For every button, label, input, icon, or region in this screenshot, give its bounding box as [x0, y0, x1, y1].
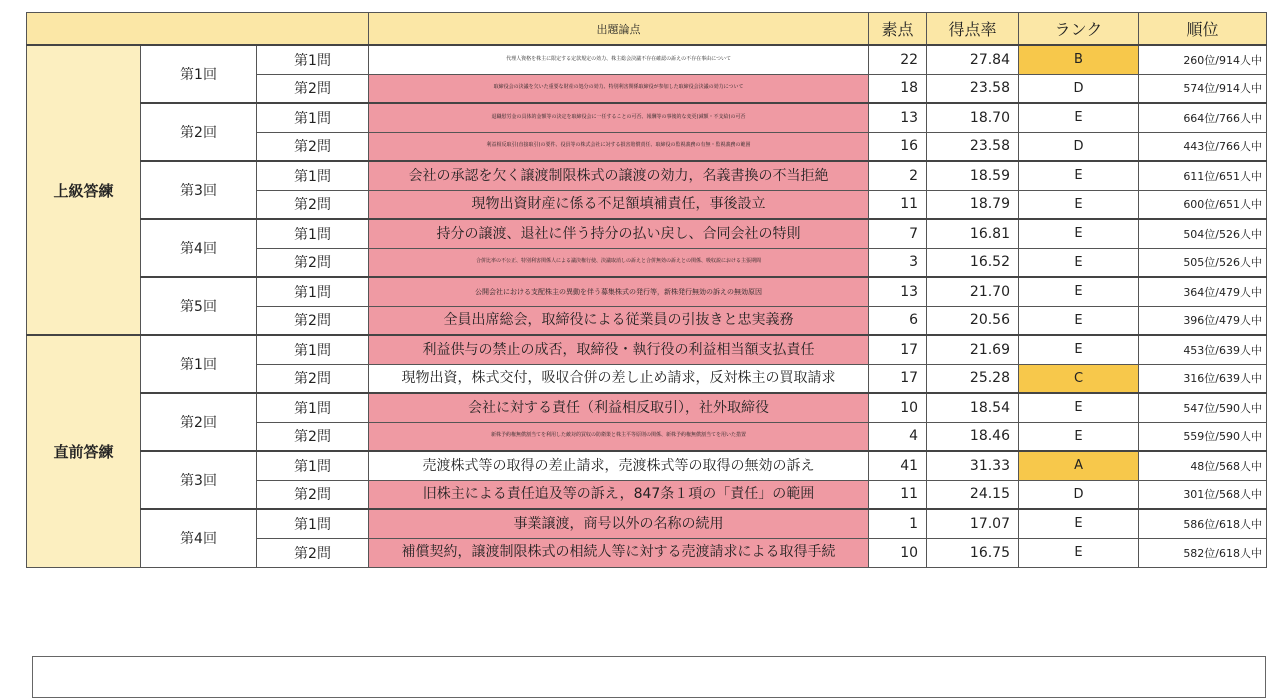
question-label: 第2問 [257, 422, 369, 451]
rate-cell: 25.28 [927, 364, 1019, 393]
question-label: 第2問 [257, 538, 369, 567]
rate-cell: 21.69 [927, 335, 1019, 364]
rank-cell: E [1019, 190, 1139, 219]
order-cell: 574位/914人中 [1139, 74, 1267, 103]
results-table [26, 12, 1267, 568]
rate-cell: 18.46 [927, 422, 1019, 451]
rank-cell: D [1019, 480, 1139, 509]
question-label: 第1問 [257, 45, 369, 74]
course-label: 直前答練 [27, 335, 141, 567]
question-label: 第2問 [257, 480, 369, 509]
question-label: 第1問 [257, 393, 369, 422]
question-label: 第1問 [257, 219, 369, 248]
table-row [27, 393, 1267, 422]
topic-cell: 代理人資格を株主に限定する定款規定の効力、株主総会決議不存在確認の訴えの不存在事由について [369, 45, 869, 74]
question-label: 第2問 [257, 190, 369, 219]
order-cell: 664位/766人中 [1139, 103, 1267, 132]
rank-cell: D [1019, 132, 1139, 161]
rank-cell: E [1019, 393, 1139, 422]
rate-cell: 27.84 [927, 45, 1019, 74]
order-cell: 611位/651人中 [1139, 161, 1267, 190]
topic-cell: 公開会社における支配株主の異動を伴う募集株式の発行等，新株発行無効の訴えの無効原因 [369, 277, 869, 306]
order-cell: 582位/618人中 [1139, 538, 1267, 567]
topic-cell: 売渡株式等の取得の差止請求，売渡株式等の取得の無効の訴え [369, 451, 869, 480]
question-label: 第1問 [257, 103, 369, 132]
round-label: 第4回 [141, 219, 257, 277]
rank-cell: E [1019, 161, 1139, 190]
order-cell: 443位/766人中 [1139, 132, 1267, 161]
topic-cell: 利益相反取引(直接取引)の要件、役員等の株式会社に対する損害賠償責任、取締役の監視義務の有無・監視義務の範囲 [369, 132, 869, 161]
header-blank [27, 13, 369, 46]
round-label: 第1回 [141, 335, 257, 393]
rank-cell: E [1019, 538, 1139, 567]
table-row [27, 103, 1267, 132]
order-cell: 504位/526人中 [1139, 219, 1267, 248]
rank-cell: E [1019, 509, 1139, 538]
score-cell: 13 [869, 103, 927, 132]
notes-box [32, 656, 1266, 698]
rate-cell: 23.58 [927, 132, 1019, 161]
header-topic: 出題論点 [369, 13, 869, 46]
score-cell: 11 [869, 190, 927, 219]
order-cell: 453位/639人中 [1139, 335, 1267, 364]
rank-cell: B [1019, 45, 1139, 74]
rank-cell: E [1019, 422, 1139, 451]
order-cell: 600位/651人中 [1139, 190, 1267, 219]
score-cell: 22 [869, 45, 927, 74]
rate-cell: 24.15 [927, 480, 1019, 509]
topic-cell: 新株予約権無償割当てを利用した敵対的買収の防衛策と株主平等原則の関係、新株予約権無償割当てを用いた措置 [369, 422, 869, 451]
rank-cell: C [1019, 364, 1139, 393]
score-cell: 17 [869, 364, 927, 393]
rate-cell: 18.79 [927, 190, 1019, 219]
rank-cell: E [1019, 248, 1139, 277]
score-cell: 4 [869, 422, 927, 451]
question-label: 第1問 [257, 277, 369, 306]
table-row [27, 451, 1267, 480]
header-order: 順位 [1139, 13, 1267, 46]
topic-cell: 持分の譲渡、退社に伴う持分の払い戻し、合同会社の特則 [369, 219, 869, 248]
score-cell: 17 [869, 335, 927, 364]
topic-cell: 合併比率の不公正、特別利害関係人による議決権行使、決議取消しの訴えと合併無効の訴えとの関係、吸収説における主張期間 [369, 248, 869, 277]
score-cell: 2 [869, 161, 927, 190]
question-label: 第2問 [257, 306, 369, 335]
round-label: 第1回 [141, 45, 257, 103]
order-cell: 48位/568人中 [1139, 451, 1267, 480]
table-row [27, 161, 1267, 190]
rate-cell: 16.75 [927, 538, 1019, 567]
round-label: 第5回 [141, 277, 257, 335]
question-label: 第2問 [257, 132, 369, 161]
table-row [27, 277, 1267, 306]
rate-cell: 20.56 [927, 306, 1019, 335]
header-rank: ランク [1019, 13, 1139, 46]
rate-cell: 18.54 [927, 393, 1019, 422]
round-label: 第2回 [141, 393, 257, 451]
table-row [27, 509, 1267, 538]
table-row [27, 219, 1267, 248]
course-label: 上級答練 [27, 45, 141, 335]
score-cell: 3 [869, 248, 927, 277]
rate-cell: 18.70 [927, 103, 1019, 132]
topic-cell: 会社に対する責任（利益相反取引），社外取締役 [369, 393, 869, 422]
score-cell: 13 [869, 277, 927, 306]
order-cell: 559位/590人中 [1139, 422, 1267, 451]
question-label: 第1問 [257, 451, 369, 480]
score-cell: 18 [869, 74, 927, 103]
round-label: 第3回 [141, 451, 257, 509]
round-label: 第4回 [141, 509, 257, 567]
order-cell: 316位/639人中 [1139, 364, 1267, 393]
order-cell: 505位/526人中 [1139, 248, 1267, 277]
score-cell: 11 [869, 480, 927, 509]
topic-cell: 補償契約，譲渡制限株式の相続人等に対する売渡請求による取得手続 [369, 538, 869, 567]
score-cell: 16 [869, 132, 927, 161]
rate-cell: 16.52 [927, 248, 1019, 277]
score-cell: 10 [869, 393, 927, 422]
order-cell: 586位/618人中 [1139, 509, 1267, 538]
question-label: 第2問 [257, 74, 369, 103]
rank-cell: E [1019, 277, 1139, 306]
rate-cell: 23.58 [927, 74, 1019, 103]
round-label: 第2回 [141, 103, 257, 161]
table-row [27, 335, 1267, 364]
question-label: 第2問 [257, 364, 369, 393]
order-cell: 301位/568人中 [1139, 480, 1267, 509]
topic-cell: 利益供与の禁止の成否，取締役・執行役の利益相当額支払責任 [369, 335, 869, 364]
question-label: 第1問 [257, 509, 369, 538]
score-cell: 10 [869, 538, 927, 567]
question-label: 第2問 [257, 248, 369, 277]
header-row [27, 13, 1267, 46]
rank-cell: D [1019, 74, 1139, 103]
rate-cell: 21.70 [927, 277, 1019, 306]
question-label: 第1問 [257, 161, 369, 190]
table-row [27, 45, 1267, 74]
topic-cell: 旧株主による責任追及等の訴え，847条１項の「責任」の範囲 [369, 480, 869, 509]
rank-cell: E [1019, 103, 1139, 132]
topic-cell: 会社の承認を欠く譲渡制限株式の譲渡の効力，名義書換の不当拒絶 [369, 161, 869, 190]
topic-cell: 退職慰労金の具体的金額等の決定を取締役会に一任することの可否、報酬等の事後的な変更(減額・不支給)の可否 [369, 103, 869, 132]
header-score: 素点 [869, 13, 927, 46]
score-cell: 7 [869, 219, 927, 248]
rate-cell: 31.33 [927, 451, 1019, 480]
topic-cell: 取締役会の決議を欠いた重要な財産の処分の効力、特別利害関係取締役が参加した取締役会決議の効力について [369, 74, 869, 103]
order-cell: 396位/479人中 [1139, 306, 1267, 335]
rank-cell: E [1019, 306, 1139, 335]
topic-cell: 現物出資財産に係る不足額填補責任，事後設立 [369, 190, 869, 219]
order-cell: 364位/479人中 [1139, 277, 1267, 306]
rate-cell: 16.81 [927, 219, 1019, 248]
order-cell: 260位/914人中 [1139, 45, 1267, 74]
rank-cell: E [1019, 335, 1139, 364]
round-label: 第3回 [141, 161, 257, 219]
score-cell: 1 [869, 509, 927, 538]
header-rate: 得点率 [927, 13, 1019, 46]
score-cell: 41 [869, 451, 927, 480]
topic-cell: 現物出資，株式交付，吸収合併の差し止め請求，反対株主の買取請求 [369, 364, 869, 393]
rate-cell: 17.07 [927, 509, 1019, 538]
topic-cell: 事業譲渡，商号以外の名称の続用 [369, 509, 869, 538]
rate-cell: 18.59 [927, 161, 1019, 190]
topic-cell: 全員出席総会，取締役による従業員の引抜きと忠実義務 [369, 306, 869, 335]
score-cell: 6 [869, 306, 927, 335]
question-label: 第1問 [257, 335, 369, 364]
order-cell: 547位/590人中 [1139, 393, 1267, 422]
rank-cell: E [1019, 219, 1139, 248]
rank-cell: A [1019, 451, 1139, 480]
